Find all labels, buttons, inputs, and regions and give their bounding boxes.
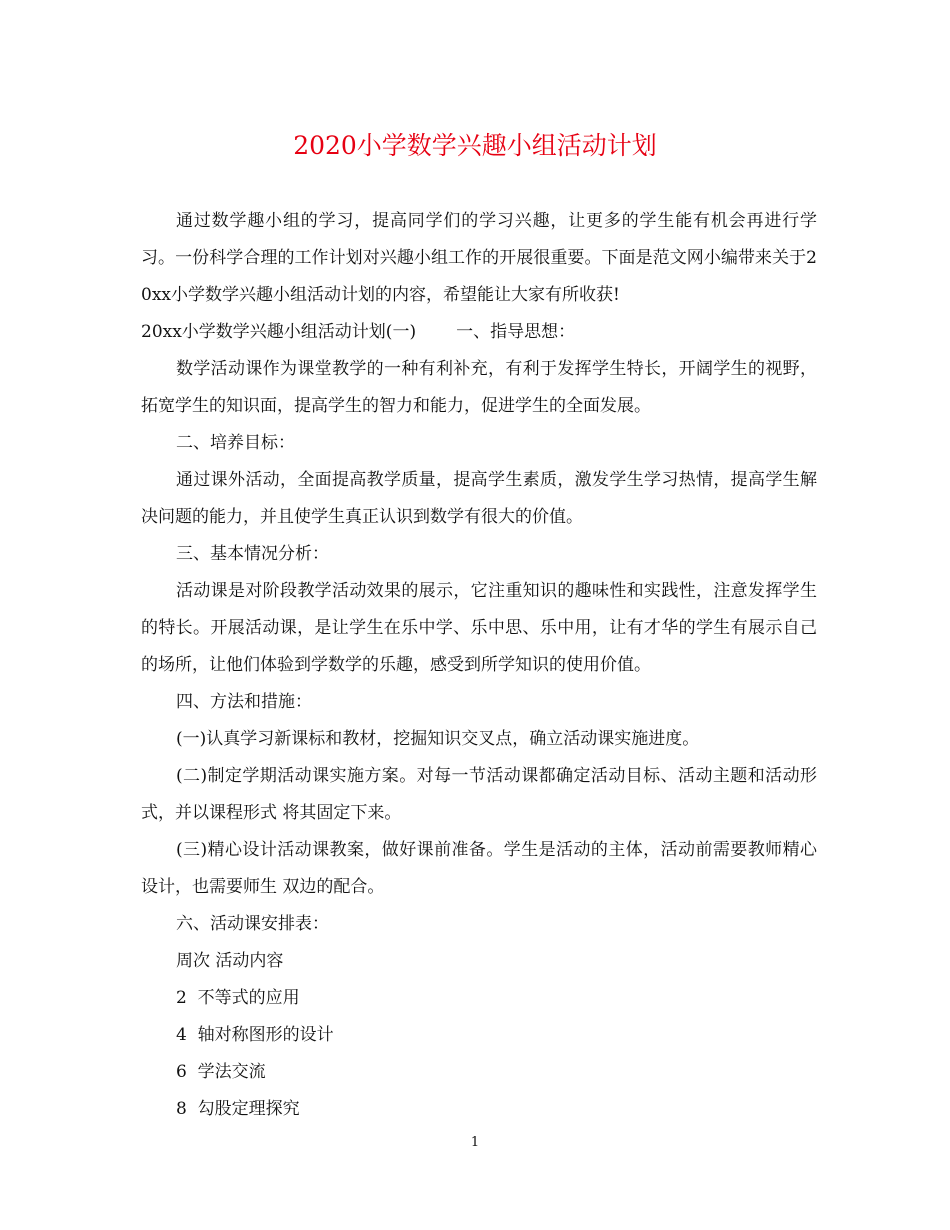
schedule-header: 周次 活动内容 [176,951,284,971]
measure-1: (一)认真学习新课标和教材，挖掘知识交叉点，确立活动课实施进度。 [176,729,700,749]
page-number: 1 [470,1135,480,1150]
section4-heading: 四、方法和措施： [176,692,312,712]
measure-2: (二)制定学期活动课实施方案。对每一节活动课都确定活动目标、活动主题和活动形式，并以课程形式 将其固定下来。 [141,766,817,823]
document-body [141,203,817,1128]
section3-paragraph: 活动课是对阶段教学活动效果的展示，它注重知识的趣味性和实践性，注意发挥学生的特长。开展活动课，是让学生在乐中学、乐中思、乐中用，让有才华的学生有展示自己的场所，让他们体验到学数学的乐趣，感受到所学知识的使用价值。 [141,581,817,675]
measure-3: (三)精心设计活动课教案，做好课前准备。学生是活动的主体，活动前需要教师精心设计，也需要师生 双边的配合。 [141,840,817,897]
section1-paragraph: 数学活动课作为课堂教学的一种有利补充，有利于发挥学生特长，开阔学生的视野，拓宽学生的知识面，提高学生的智力和能力，促进学生的全面发展。 [141,359,817,416]
section2-paragraph: 通过课外活动，全面提高教学质量，提高学生素质，激发学生学习热情，提高学生解决问题的能力，并且使学生真正认识到数学有很大的价值。 [141,470,817,527]
section3-heading: 三、基本情况分析： [176,544,329,564]
section2-heading: 二、培养目标： [176,433,295,453]
plan-heading-line [141,314,817,351]
schedule-item: 2 不等式的应用 [176,988,300,1008]
document-title: 2020小学数学兴趣小组活动计划 [293,131,657,160]
schedule-item: 4 轴对称图形的设计 [176,1025,334,1045]
intro-paragraph: 通过数学趣小组的学习，提高同学们的学习兴趣，让更多的学生能有机会再进行学习。一份科学合理的工作计划对兴趣小组工作的开展很重要。下面是范文网小编带来关于20xx小学数学兴趣小组活动计划的内容，希望能让大家有所收获! [141,211,817,305]
schedule-item: 6 学法交流 [176,1062,266,1082]
section6-heading: 六、活动课安排表： [176,914,329,934]
section1-heading: 一、指导思想： [456,322,576,342]
schedule-item: 8 勾股定理探究 [176,1099,300,1119]
plan-heading: 20xx小学数学兴趣小组活动计划(一) [141,322,417,342]
